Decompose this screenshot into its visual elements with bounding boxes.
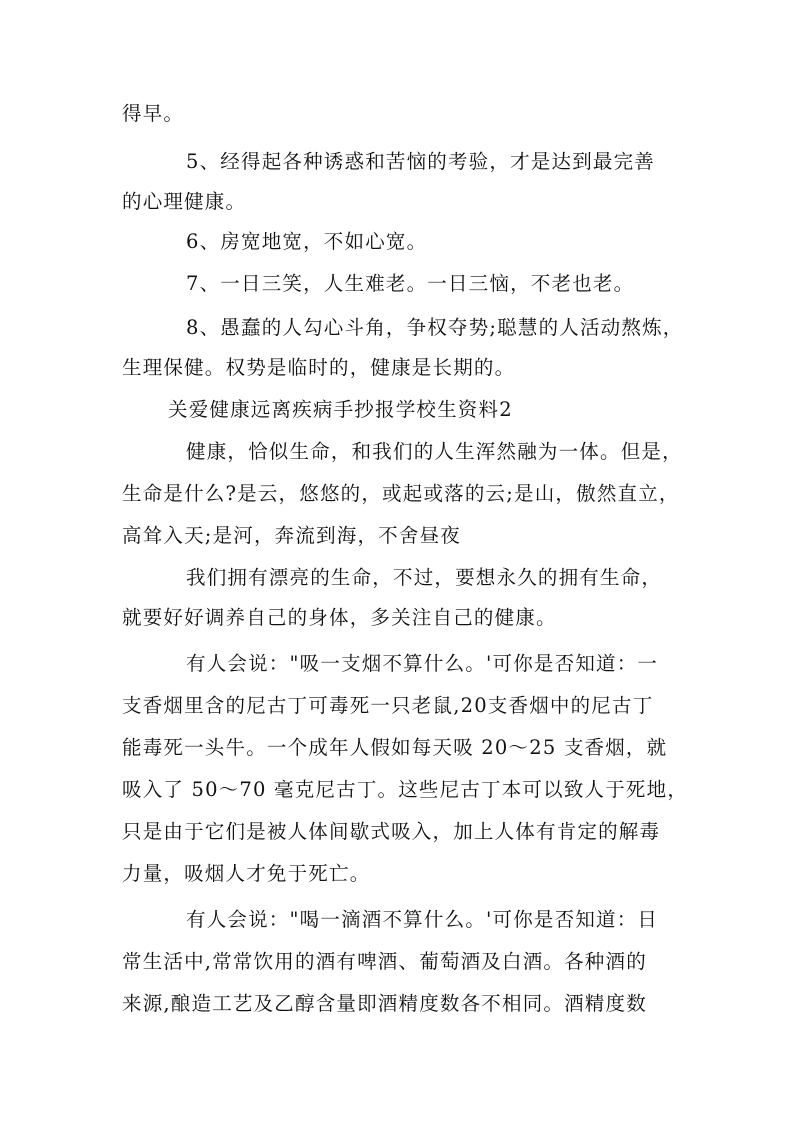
paragraph-4-line-1: 有人会说："喝一滴酒不算什么。'可你是否知道：日	[186, 908, 659, 931]
item-8-line-1: 8、愚蠢的人勾心斗角，争权夺势;聪慧的人活动熬炼，	[186, 316, 684, 339]
item-8-line-2: 生理保健。权势是临时的，健康是长期的。	[122, 356, 516, 379]
paragraph-3-line-6: 力量，吸烟人才免于死亡。	[122, 862, 371, 885]
paragraph-3-line-4: 吸入了 50～70 毫克尼古丁。这些尼古丁本可以致人于死地，	[122, 778, 689, 801]
paragraph-3-line-3: 能毒死一头牛。一个成年人假如每天吸 20～25 支香烟，就	[122, 736, 668, 759]
paragraph-2-line-2: 就要好好调养自己的身体，多关注自己的健康。	[122, 606, 557, 629]
item-6: 6、房宽地宽，不如心宽。	[186, 230, 428, 253]
paragraph-4-line-3: 来源,酿造工艺及乙醇含量即酒精度数各不相同。酒精度数	[122, 992, 647, 1015]
paragraph-2-line-1: 我们拥有漂亮的生命，不过，要想永久的拥有生命，	[186, 566, 663, 589]
text-line: 得早。	[122, 102, 185, 125]
paragraph-1-line-3: 高耸入天;是河，奔流到海，不舍昼夜	[122, 524, 461, 547]
item-5-line-1: 5、经得起各种诱惑和苦恼的考验，才是达到最完善	[186, 150, 656, 173]
paragraph-3-line-5: 只是由于它们是被人体间歇式吸入，加上人体有肯定的解毒	[122, 820, 661, 843]
paragraph-3-line-1: 有人会说："吸一支烟不算什么。'可你是否知道：一	[186, 652, 659, 675]
paragraph-4-line-2: 常生活中,常常饮用的酒有啤酒、葡萄酒及白酒。各种酒的	[122, 950, 647, 973]
item-7: 7、一日三笑，人生难老。一日三恼，不老也老。	[186, 272, 635, 295]
paragraph-1-line-2: 生命是什么?是云，悠悠的，或起或落的云;是山，傲然直立，	[122, 482, 680, 505]
section-heading: 关爱健康远离疾病手抄报学校生资料2	[168, 398, 513, 421]
paragraph-1-line-1: 健康，恰似生命，和我们的人生浑然融为一体。但是，	[186, 440, 683, 463]
item-5-line-2: 的心理健康。	[122, 190, 247, 213]
paragraph-3-line-2: 支香烟里含的尼古丁可毒死一只老鼠,20支香烟中的尼古丁	[122, 694, 654, 717]
